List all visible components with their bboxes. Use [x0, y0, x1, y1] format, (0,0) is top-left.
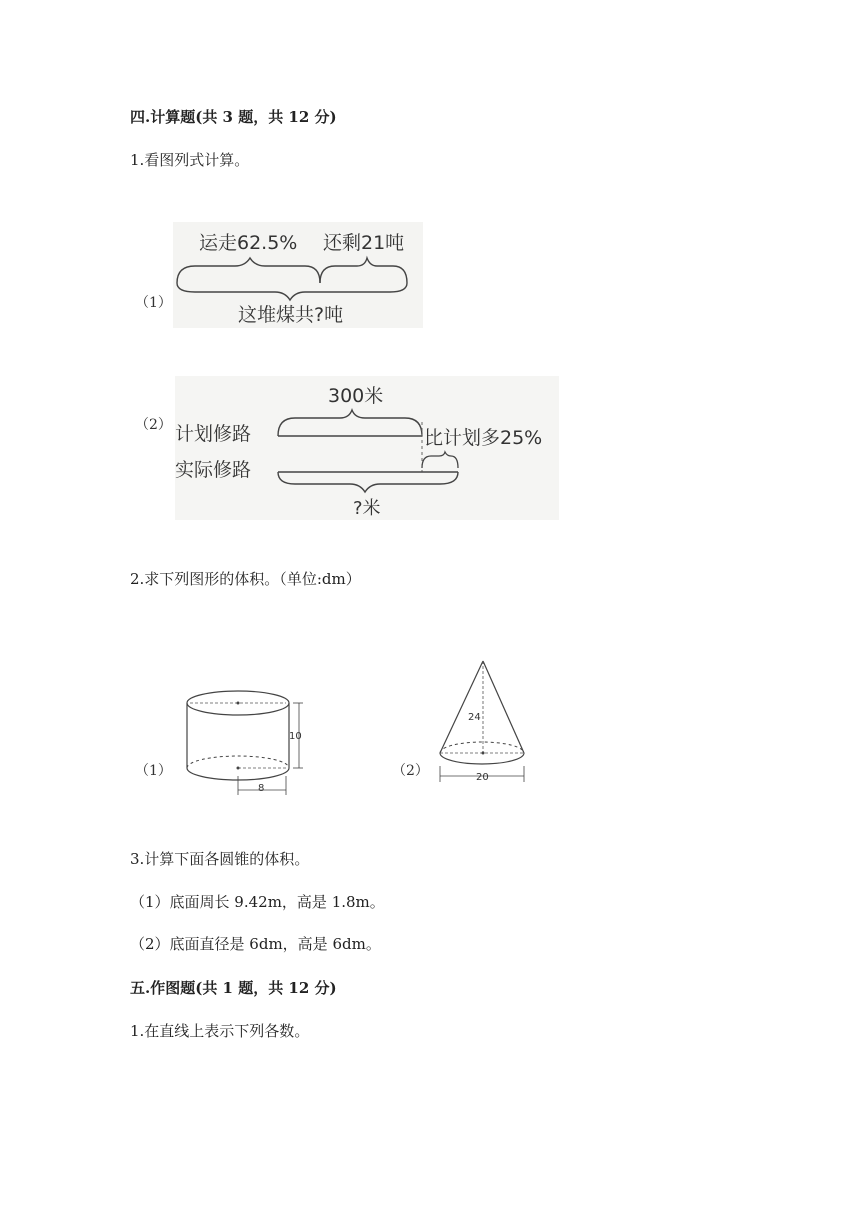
cylinder-height-label: 10: [289, 731, 302, 742]
section-4-title: 四.计算题(共 3 题，共 12 分): [130, 108, 337, 126]
figure-coal-diagram: [135, 220, 425, 332]
figure-number: （1）: [135, 295, 172, 311]
cylinder-radius-label: 8: [258, 783, 265, 794]
figure-number: （2）: [392, 763, 429, 779]
top-label: 300米: [328, 385, 384, 407]
bottom-label: ?米: [353, 498, 381, 519]
section-5-question-1-label: 1.在直线上表示下列各数。: [130, 1022, 310, 1040]
figure-road-diagram: [135, 372, 560, 522]
figure-number: （1）: [135, 763, 172, 779]
cone-diameter-label: 20: [476, 772, 489, 783]
road-bracket-drawing: [135, 372, 560, 522]
left-label: 运走62.5%: [199, 232, 298, 254]
extra-label: 比计划多25%: [424, 427, 543, 449]
question-2-label: 2.求下列图形的体积。（单位:dm）: [130, 570, 361, 588]
figure-cylinder: [135, 680, 315, 800]
question-3-label: 3.计算下面各圆锥的体积。: [130, 850, 310, 868]
row1-label: 计划修路: [175, 423, 252, 445]
question-1-label: 1.看图列式计算。: [130, 151, 250, 169]
bottom-label: 这堆煤共?吨: [238, 304, 344, 326]
figure-number: （2）: [135, 417, 172, 433]
right-label: 还剩21吨: [323, 232, 405, 254]
row2-label: 实际修路: [175, 459, 252, 481]
section-5-title: 五.作图题(共 1 题，共 12 分): [130, 979, 337, 997]
question-3-item-2: （2）底面直径是 6dm，高是 6dm。: [130, 935, 381, 953]
cone-drawing: [392, 656, 532, 790]
coal-bracket-drawing: [135, 220, 425, 332]
cone-height-label: 24: [468, 712, 481, 723]
figure-cone: [392, 656, 532, 790]
cylinder-drawing: [135, 680, 315, 800]
question-3-item-1: （1）底面周长 9.42m，高是 1.8m。: [130, 893, 385, 911]
